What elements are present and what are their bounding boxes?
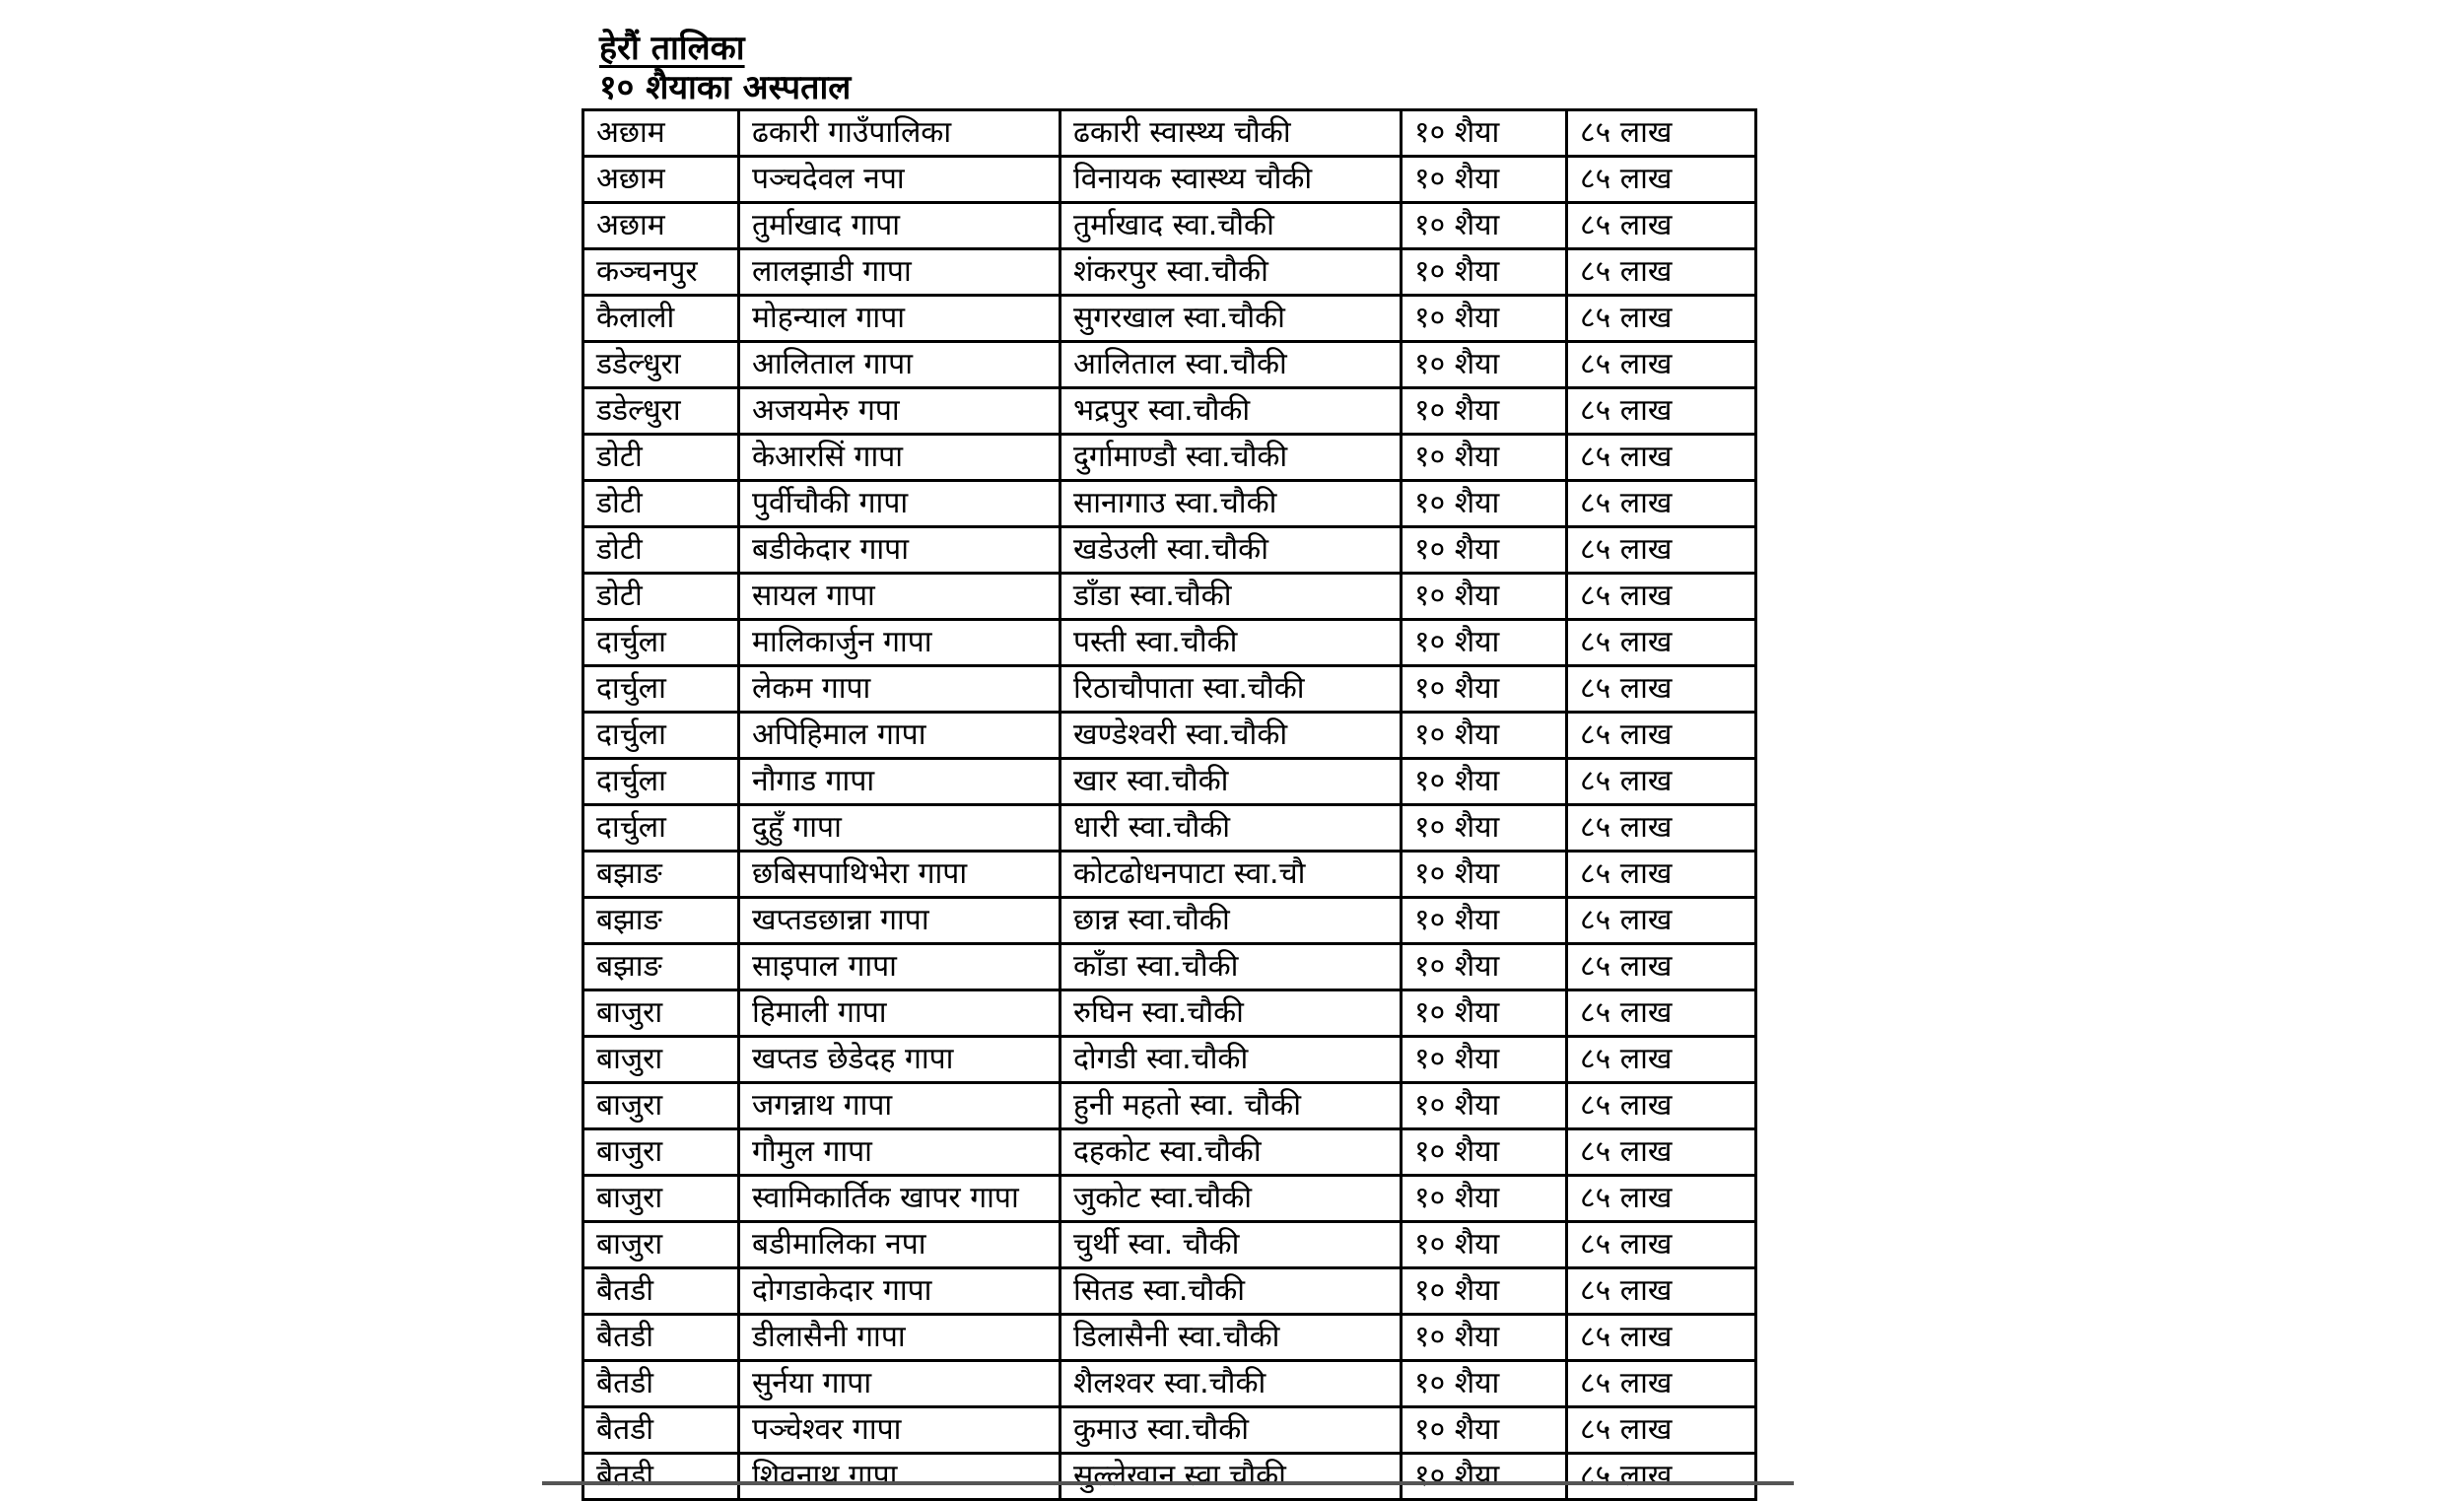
palika-cell: आलिताल गापा bbox=[739, 342, 1061, 388]
district-cell: बाजुरा bbox=[583, 990, 739, 1037]
budget-cell: ८५ लाख bbox=[1567, 759, 1756, 805]
health-post-cell: रुघिन स्वा.चौकी bbox=[1061, 990, 1402, 1037]
beds-cell: १० शैया bbox=[1402, 1361, 1567, 1407]
district-cell: बैतडी bbox=[583, 1315, 739, 1361]
district-cell: दार्चुला bbox=[583, 666, 739, 713]
beds-cell: १० शैया bbox=[1402, 1222, 1567, 1268]
footer-rule bbox=[542, 1481, 1794, 1485]
palika-cell: सायल गापा bbox=[739, 574, 1061, 620]
palika-cell: साइपाल गापा bbox=[739, 944, 1061, 990]
beds-cell: १० शैया bbox=[1402, 342, 1567, 388]
table-row bbox=[583, 1129, 1756, 1176]
budget-cell: ८५ लाख bbox=[1567, 157, 1756, 203]
health-post-cell: दोगडी स्वा.चौकी bbox=[1061, 1037, 1402, 1083]
palika-cell: पुर्वीचौकी गापा bbox=[739, 481, 1061, 527]
beds-cell: १० शैया bbox=[1402, 481, 1567, 527]
beds-cell: १० शैया bbox=[1402, 157, 1567, 203]
beds-cell: १० शैया bbox=[1402, 574, 1567, 620]
district-cell: अछाम bbox=[583, 157, 739, 203]
health-post-cell: शंकरपुर स्वा.चौकी bbox=[1061, 249, 1402, 296]
table-row bbox=[583, 1315, 1756, 1361]
table-row bbox=[583, 805, 1756, 852]
palika-cell: केआरसिं गापा bbox=[739, 435, 1061, 481]
palika-cell: पञ्चदेवल नपा bbox=[739, 157, 1061, 203]
district-cell: बाजुरा bbox=[583, 1176, 739, 1222]
district-cell: डोटी bbox=[583, 435, 739, 481]
beds-cell: १० शैया bbox=[1402, 527, 1567, 574]
health-post-cell: आलिताल स्वा.चौकी bbox=[1061, 342, 1402, 388]
health-post-cell: काँडा स्वा.चौकी bbox=[1061, 944, 1402, 990]
table-row bbox=[583, 435, 1756, 481]
palika-cell: लेकम गापा bbox=[739, 666, 1061, 713]
health-post-cell: कोटढोधनपाटा स्वा.चौ bbox=[1061, 852, 1402, 898]
beds-cell: १० शैया bbox=[1402, 805, 1567, 852]
beds-cell: १० शैया bbox=[1402, 1037, 1567, 1083]
palika-cell: हिमाली गापा bbox=[739, 990, 1061, 1037]
table-row bbox=[583, 1407, 1756, 1454]
district-cell: दार्चुला bbox=[583, 713, 739, 759]
palika-cell: सुर्नया गापा bbox=[739, 1361, 1061, 1407]
palika-cell: मोहन्याल गापा bbox=[739, 296, 1061, 342]
beds-cell: १० शैया bbox=[1402, 388, 1567, 435]
district-cell: बझाङ bbox=[583, 898, 739, 944]
budget-cell: ८५ लाख bbox=[1567, 1407, 1756, 1454]
health-post-cell: कुमाउ स्वा.चौकी bbox=[1061, 1407, 1402, 1454]
beds-cell: १० शैया bbox=[1402, 852, 1567, 898]
health-post-cell: रिठाचौपाता स्वा.चौकी bbox=[1061, 666, 1402, 713]
beds-cell: १० शैया bbox=[1402, 203, 1567, 249]
hospital-table-body bbox=[583, 110, 1756, 1500]
budget-cell: ८५ लाख bbox=[1567, 1454, 1756, 1500]
table-row bbox=[583, 203, 1756, 249]
beds-cell: १० शैया bbox=[1402, 1129, 1567, 1176]
palika-cell: गौमुल गापा bbox=[739, 1129, 1061, 1176]
beds-cell: १० शैया bbox=[1402, 944, 1567, 990]
palika-cell: लालझाडी गापा bbox=[739, 249, 1061, 296]
health-post-cell: विनायक स्वास्थ्य चौकी bbox=[1061, 157, 1402, 203]
budget-cell: ८५ लाख bbox=[1567, 527, 1756, 574]
health-post-cell: जुकोट स्वा.चौकी bbox=[1061, 1176, 1402, 1222]
district-cell: बझाङ bbox=[583, 852, 739, 898]
table-row bbox=[583, 1176, 1756, 1222]
budget-cell: ८५ लाख bbox=[1567, 1083, 1756, 1129]
document-heading: हेरौं तालिका bbox=[599, 29, 745, 68]
beds-cell: १० शैया bbox=[1402, 1454, 1567, 1500]
beds-cell: १० शैया bbox=[1402, 1315, 1567, 1361]
health-post-cell: खडेउली स्वा.चौकी bbox=[1061, 527, 1402, 574]
budget-cell: ८५ लाख bbox=[1567, 990, 1756, 1037]
health-post-cell: ढकारी स्वास्थ्य चौकी bbox=[1061, 110, 1402, 157]
budget-cell: ८५ लाख bbox=[1567, 1222, 1756, 1268]
budget-cell: ८५ लाख bbox=[1567, 1268, 1756, 1315]
beds-cell: १० शैया bbox=[1402, 990, 1567, 1037]
budget-cell: ८५ लाख bbox=[1567, 342, 1756, 388]
budget-cell: ८५ लाख bbox=[1567, 435, 1756, 481]
district-cell: बैतडी bbox=[583, 1361, 739, 1407]
beds-cell: १० शैया bbox=[1402, 759, 1567, 805]
palika-cell: अजयमेरु गपा bbox=[739, 388, 1061, 435]
beds-cell: १० शैया bbox=[1402, 1407, 1567, 1454]
district-cell: कैलाली bbox=[583, 296, 739, 342]
budget-cell: ८५ लाख bbox=[1567, 110, 1756, 157]
beds-cell: १० शैया bbox=[1402, 1176, 1567, 1222]
budget-cell: ८५ लाख bbox=[1567, 296, 1756, 342]
health-post-cell: खण्डेश्वरी स्वा.चौकी bbox=[1061, 713, 1402, 759]
budget-cell: ८५ लाख bbox=[1567, 1037, 1756, 1083]
health-post-cell: सुल्लेखान स्वा.चौकी bbox=[1061, 1454, 1402, 1500]
district-cell: बैतडी bbox=[583, 1454, 739, 1500]
health-post-cell: हुनी महतो स्वा. चौकी bbox=[1061, 1083, 1402, 1129]
budget-cell: ८५ लाख bbox=[1567, 1129, 1756, 1176]
budget-cell: ८५ लाख bbox=[1567, 666, 1756, 713]
district-cell: बैतडी bbox=[583, 1268, 739, 1315]
beds-cell: १० शैया bbox=[1402, 713, 1567, 759]
palika-cell: जगन्नाथ गापा bbox=[739, 1083, 1061, 1129]
district-cell: दार्चुला bbox=[583, 759, 739, 805]
table-row bbox=[583, 1083, 1756, 1129]
budget-cell: ८५ लाख bbox=[1567, 1361, 1756, 1407]
district-cell: दार्चुला bbox=[583, 805, 739, 852]
district-cell: बाजुरा bbox=[583, 1129, 739, 1176]
district-cell: डोटी bbox=[583, 481, 739, 527]
palika-cell: डीलासैनी गापा bbox=[739, 1315, 1061, 1361]
table-row bbox=[583, 990, 1756, 1037]
district-cell: बाजुरा bbox=[583, 1037, 739, 1083]
beds-cell: १० शैया bbox=[1402, 1268, 1567, 1315]
district-cell: डडेल्धुरा bbox=[583, 388, 739, 435]
palika-cell: बडीकेदार गापा bbox=[739, 527, 1061, 574]
table-caption: १० शैयाका अस्पताल bbox=[599, 68, 852, 107]
district-cell: डोटी bbox=[583, 527, 739, 574]
palika-cell: दुहुँ गापा bbox=[739, 805, 1061, 852]
health-post-cell: डाँडा स्वा.चौकी bbox=[1061, 574, 1402, 620]
palika-cell: बडीमालिका नपा bbox=[739, 1222, 1061, 1268]
health-post-cell: सितड स्वा.चौकी bbox=[1061, 1268, 1402, 1315]
palika-cell: दोगडाकेदार गापा bbox=[739, 1268, 1061, 1315]
budget-cell: ८५ लाख bbox=[1567, 852, 1756, 898]
palika-cell: मालिकार्जुन गापा bbox=[739, 620, 1061, 666]
budget-cell: ८५ लाख bbox=[1567, 1176, 1756, 1222]
health-post-cell: सुगरखाल स्वा.चौकी bbox=[1061, 296, 1402, 342]
district-cell: बझाङ bbox=[583, 944, 739, 990]
health-post-cell: सानागाउ स्वा.चौकी bbox=[1061, 481, 1402, 527]
budget-cell: ८५ लाख bbox=[1567, 481, 1756, 527]
beds-cell: १० शैया bbox=[1402, 898, 1567, 944]
table-row bbox=[583, 157, 1756, 203]
table-row bbox=[583, 296, 1756, 342]
beds-cell: १० शैया bbox=[1402, 110, 1567, 157]
health-post-cell: धारी स्वा.चौकी bbox=[1061, 805, 1402, 852]
budget-cell: ८५ लाख bbox=[1567, 805, 1756, 852]
district-cell: अछाम bbox=[583, 110, 739, 157]
budget-cell: ८५ लाख bbox=[1567, 249, 1756, 296]
beds-cell: १० शैया bbox=[1402, 296, 1567, 342]
table-row bbox=[583, 481, 1756, 527]
budget-cell: ८५ लाख bbox=[1567, 620, 1756, 666]
health-post-cell: दहकोट स्वा.चौकी bbox=[1061, 1129, 1402, 1176]
health-post-cell: दुर्गामाण्डौ स्वा.चौकी bbox=[1061, 435, 1402, 481]
beds-cell: १० शैया bbox=[1402, 666, 1567, 713]
beds-cell: १० शैया bbox=[1402, 1083, 1567, 1129]
palika-cell: ढकारी गाउँपालिका bbox=[739, 110, 1061, 157]
palika-cell: अपिहिमाल गापा bbox=[739, 713, 1061, 759]
district-cell: बैतडी bbox=[583, 1407, 739, 1454]
district-cell: अछाम bbox=[583, 203, 739, 249]
district-cell: बाजुरा bbox=[583, 1222, 739, 1268]
palika-cell: खप्तडछान्ना गापा bbox=[739, 898, 1061, 944]
table-row bbox=[583, 713, 1756, 759]
palika-cell: शिवनाथ गापा bbox=[739, 1454, 1061, 1500]
health-post-cell: भद्रपुर स्वा.चौकी bbox=[1061, 388, 1402, 435]
table-row bbox=[583, 944, 1756, 990]
table-row bbox=[583, 1268, 1756, 1315]
table-row bbox=[583, 620, 1756, 666]
table-row bbox=[583, 1037, 1756, 1083]
budget-cell: ८५ लाख bbox=[1567, 203, 1756, 249]
table-row bbox=[583, 527, 1756, 574]
table-row bbox=[583, 342, 1756, 388]
table-row bbox=[583, 666, 1756, 713]
health-post-cell: तुर्माखाद स्वा.चौकी bbox=[1061, 203, 1402, 249]
district-cell: बाजुरा bbox=[583, 1083, 739, 1129]
budget-cell: ८५ लाख bbox=[1567, 944, 1756, 990]
palika-cell: पञ्चेश्वर गापा bbox=[739, 1407, 1061, 1454]
palika-cell: छबिसपाथिभेरा गापा bbox=[739, 852, 1061, 898]
table-row bbox=[583, 1222, 1756, 1268]
budget-cell: ८५ लाख bbox=[1567, 898, 1756, 944]
health-post-cell: शैलश्वर स्वा.चौकी bbox=[1061, 1361, 1402, 1407]
budget-cell: ८५ लाख bbox=[1567, 1315, 1756, 1361]
district-cell: डडेल्धुरा bbox=[583, 342, 739, 388]
beds-cell: १० शैया bbox=[1402, 249, 1567, 296]
table-row bbox=[583, 110, 1756, 157]
table-row bbox=[583, 852, 1756, 898]
document-page bbox=[582, 28, 1764, 1501]
district-cell: दार्चुला bbox=[583, 620, 739, 666]
budget-cell: ८५ लाख bbox=[1567, 388, 1756, 435]
palika-cell: स्वामिकार्तिक खापर गापा bbox=[739, 1176, 1061, 1222]
hospital-table bbox=[582, 108, 1757, 1501]
health-post-cell: डिलासैनी स्वा.चौकी bbox=[1061, 1315, 1402, 1361]
table-row bbox=[583, 388, 1756, 435]
beds-cell: १० शैया bbox=[1402, 620, 1567, 666]
district-cell: डोटी bbox=[583, 574, 739, 620]
table-row bbox=[583, 249, 1756, 296]
health-post-cell: खार स्वा.चौकी bbox=[1061, 759, 1402, 805]
health-post-cell: छान्न स्वा.चौकी bbox=[1061, 898, 1402, 944]
health-post-cell: चुर्थी स्वा. चौकी bbox=[1061, 1222, 1402, 1268]
table-row bbox=[583, 759, 1756, 805]
beds-cell: १० शैया bbox=[1402, 435, 1567, 481]
palika-cell: खप्तड छेडेदह गापा bbox=[739, 1037, 1061, 1083]
palika-cell: तुर्माखाद गापा bbox=[739, 203, 1061, 249]
district-cell: कञ्चनपुर bbox=[583, 249, 739, 296]
table-row bbox=[583, 898, 1756, 944]
budget-cell: ८५ लाख bbox=[1567, 713, 1756, 759]
table-row bbox=[583, 574, 1756, 620]
palika-cell: नौगाड गापा bbox=[739, 759, 1061, 805]
budget-cell: ८५ लाख bbox=[1567, 574, 1756, 620]
table-row bbox=[583, 1454, 1756, 1500]
table-row bbox=[583, 1361, 1756, 1407]
health-post-cell: पस्ती स्वा.चौकी bbox=[1061, 620, 1402, 666]
